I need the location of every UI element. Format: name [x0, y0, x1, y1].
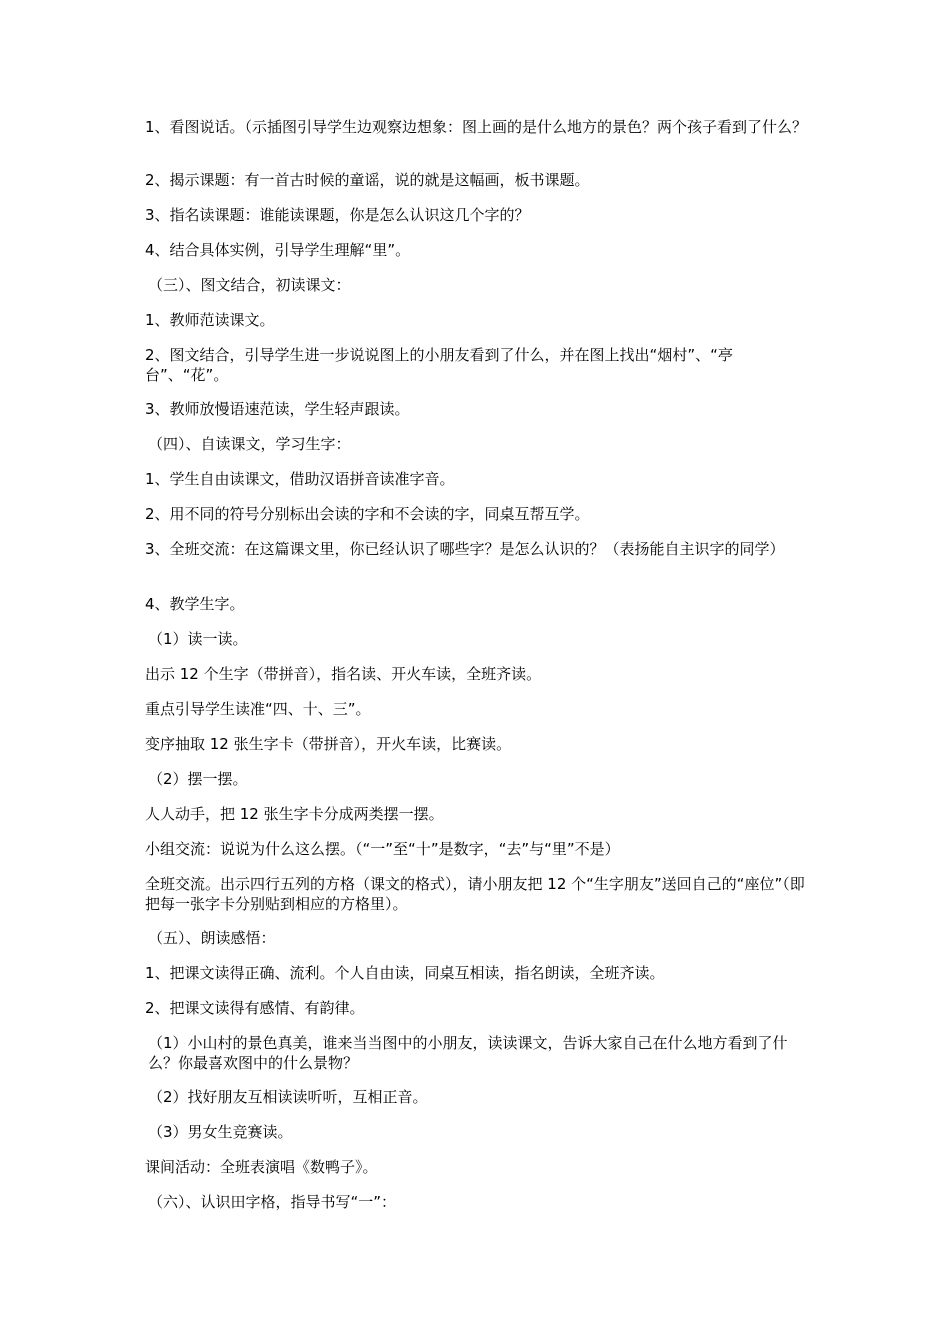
paragraph-8: 1、学生自由读课文，借助汉语拼音读准字音。: [145, 470, 455, 488]
paragraph-5: 1、教师范读课文。: [145, 311, 275, 329]
paragraph-15: 人人动手，把 12 张生字卡分成两类摆一摆。: [145, 805, 444, 823]
paragraph-16: 小组交流：说说为什么这么摆。（“一”至“十”是数字，“去”与“里”不是）: [145, 840, 620, 858]
paragraph-12: 出示 12 个生字（带拼音），指名读、开火车读，全班齐读。: [145, 665, 542, 683]
paragraph-14: 变序抽取 12 张生字卡（带拼音），开火车读，比赛读。: [145, 735, 512, 753]
section-heading-3: （三）、图文结合，初读课文：: [148, 276, 351, 294]
sub-item-3: （1）小山村的景色真美，谁来当当图中的小朋友，读读课文，告诉大家自己在什么地方看到了什么？你最喜欢图中的什么景物？: [148, 1034, 788, 1072]
paragraph-9: 2、用不同的符号分别标出会读的字和不会读的字，同桌互帮互学。: [145, 505, 590, 523]
paragraph-19: 2、把课文读得有感情、有韵律。: [145, 999, 365, 1017]
sub-item-4: （2）找好朋友互相读读听听，互相正音。: [148, 1088, 428, 1106]
section-heading-4: （四）、自读课文，学习生字：: [148, 435, 351, 453]
paragraph-18: 1、把课文读得正确、流利。个人自由读，同桌互相读，指名朗读，全班齐读。: [145, 964, 665, 982]
paragraph-1: 1、看图说话。（示插图引导学生边观察边想象：图上画的是什么地方的景色？两个孩子看到了什么？: [145, 118, 808, 136]
paragraph-13: 重点引导学生读准“四、十、三”。: [145, 700, 371, 718]
paragraph-7: 3、教师放慢语速范读，学生轻声跟读。: [145, 400, 410, 418]
sub-item-5: （3）男女生竞赛读。: [148, 1123, 293, 1141]
section-heading-5: （五）、朗读感悟：: [148, 929, 276, 947]
paragraph-11: 4、教学生字。: [145, 595, 245, 613]
paragraph-3: 3、指名读课题：谁能读课题，你是怎么认识这几个字的？: [145, 206, 530, 224]
paragraph-17: 全班交流。出示四行五列的方格（课文的格式），请小朋友把 12 个“生字朋友”送回自己的“座位”（即把每一张字卡分别贴到相应的方格里）。: [145, 875, 805, 913]
sub-item-2: （2）摆一摆。: [148, 770, 248, 788]
paragraph-2: 2、揭示课题：有一首古时候的童谣，说的就是这幅画，板书课题。: [145, 171, 590, 189]
section-heading-6: （六）、认识田字格，指导书写“一”：: [148, 1193, 397, 1211]
paragraph-6: 2、图文结合，引导学生进一步说说图上的小朋友看到了什么，并在图上找出“烟村”、“亭台”、“花”。: [145, 346, 733, 384]
paragraph-20: 课间活动：全班表演唱《数鸭子》。: [145, 1158, 378, 1176]
sub-item-1: （1）读一读。: [148, 630, 248, 648]
paragraph-10: 3、全班交流：在这篇课文里，你已经认识了哪些字？是怎么认识的？（表扬能自主识字的同学）: [145, 540, 785, 558]
paragraph-4: 4、结合具体实例，引导学生理解“里”。: [145, 241, 411, 259]
